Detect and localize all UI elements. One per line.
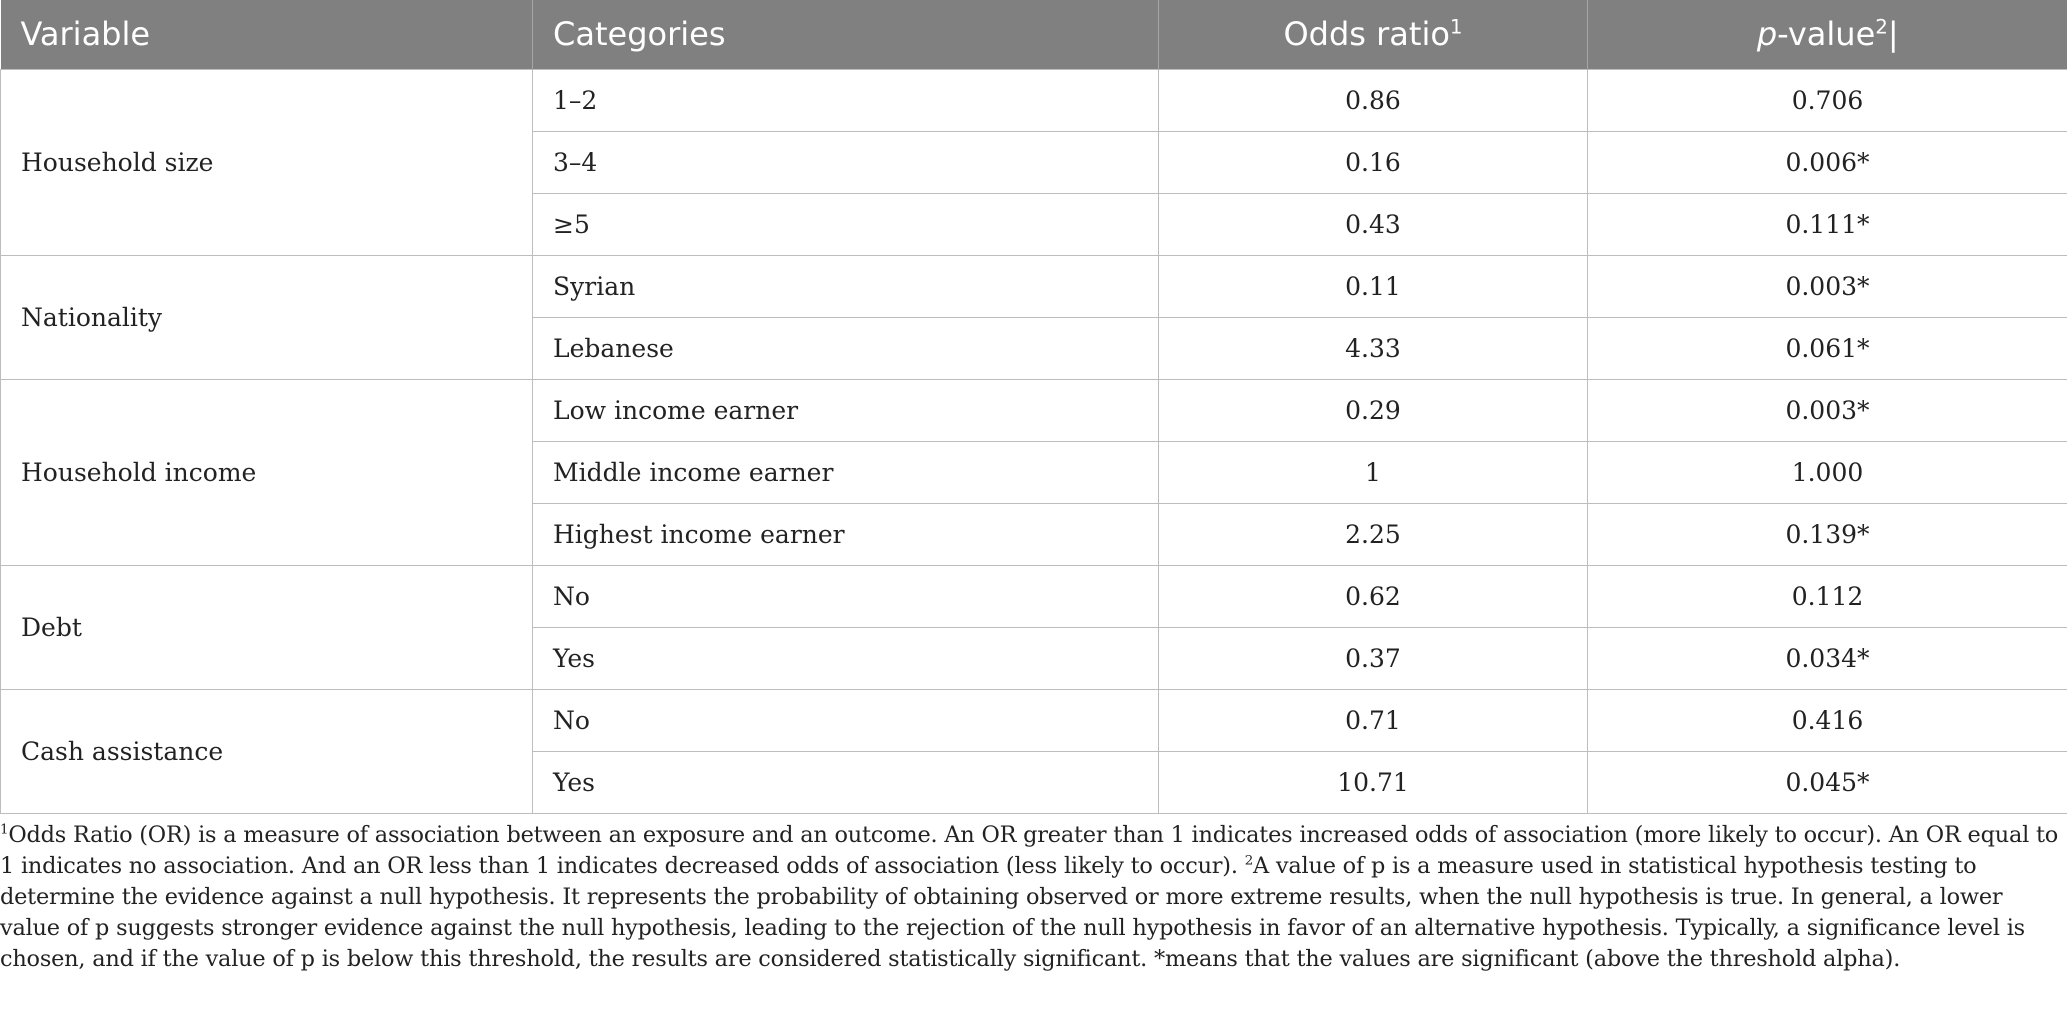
odds-ratio-cell: 0.16: [1159, 131, 1588, 193]
p-value-cell: 0.061*: [1588, 317, 2067, 379]
p-value-cell: 1.000: [1588, 441, 2067, 503]
category-cell: Syrian: [533, 255, 1159, 317]
p-value-cell: 0.006*: [1588, 131, 2067, 193]
odds-ratio-cell: 0.11: [1159, 255, 1588, 317]
odds-ratio-cell: 0.29: [1159, 379, 1588, 441]
p-value-cell: 0.139*: [1588, 503, 2067, 565]
variable-cell: Household income: [1, 379, 533, 565]
category-cell: No: [533, 689, 1159, 751]
header-odds-ratio-label: Odds ratio: [1283, 15, 1450, 54]
table-footnote: [0, 820, 2060, 975]
category-cell: Yes: [533, 627, 1159, 689]
p-value-cell: 0.034*: [1588, 627, 2067, 689]
header-categories: Categories: [533, 0, 1159, 69]
category-cell: Low income earner: [533, 379, 1159, 441]
p-value-cell: 0.003*: [1588, 379, 2067, 441]
p-value-cell: 0.706: [1588, 69, 2067, 131]
odds-ratio-cell: 0.71: [1159, 689, 1588, 751]
odds-ratio-cell: 1: [1159, 441, 1588, 503]
table-row: [1, 689, 2067, 751]
table-header: [1, 0, 2067, 69]
table-row: [1, 255, 2067, 317]
table-row: [1, 565, 2067, 627]
header-odds-ratio-footnote-marker: 1: [1449, 15, 1463, 39]
variable-cell: Household size: [1, 69, 533, 255]
variable-cell: Cash assistance: [1, 689, 533, 813]
header-odds-ratio: [1159, 0, 1588, 69]
category-cell: 1–2: [533, 69, 1159, 131]
footnote-text-2: A value of p is a measure used in statistical hypothesis testing to determine the evidence against a null hypothesis. It represents the probability of obtaining observed or more extreme results, when the null hypothesis is true. In general, a lower value of p suggests stronger evidence against the null hypothesis, leading to the rejection of the null hypothesis in favor of an alternative hypothesis. Typically, a significance level is chosen, and if the value of p is below this threshold, the results are considered statistically significant. *means that the values are significant (above the threshold alpha).: [0, 853, 2025, 972]
header-row: [1, 0, 2067, 69]
header-p-value-italic: p: [1756, 15, 1778, 54]
category-cell: No: [533, 565, 1159, 627]
footnote-text-1: Odds Ratio (OR) is a measure of association between an exposure and an outcome. An OR greater than 1 indicates increased odds of association (more likely to occur). An OR equal to 1 indicates no association. And an OR less than 1 indicates decreased odds of association (less likely to occur).: [0, 822, 2059, 879]
variable-cell: Debt: [1, 565, 533, 689]
p-value-cell: 0.416: [1588, 689, 2067, 751]
category-cell: ≥5: [533, 193, 1159, 255]
odds-ratio-cell: 10.71: [1159, 751, 1588, 813]
p-value-cell: 0.112: [1588, 565, 2067, 627]
odds-ratio-cell: 0.37: [1159, 627, 1588, 689]
table-row: [1, 69, 2067, 131]
header-p-value-label: -value: [1777, 15, 1876, 54]
odds-ratio-cell: 2.25: [1159, 503, 1588, 565]
p-value-cell: 0.045*: [1588, 751, 2067, 813]
variable-cell: Nationality: [1, 255, 533, 379]
footnote-marker-2: 2: [1244, 853, 1254, 869]
category-cell: Lebanese: [533, 317, 1159, 379]
header-p-value: [1588, 0, 2067, 69]
category-cell: 3–4: [533, 131, 1159, 193]
category-cell: Yes: [533, 751, 1159, 813]
table-row: [1, 379, 2067, 441]
header-p-value-trail: |: [1887, 15, 1899, 54]
p-value-cell: 0.111*: [1588, 193, 2067, 255]
odds-ratio-cell: 4.33: [1159, 317, 1588, 379]
odds-ratio-cell: 0.86: [1159, 69, 1588, 131]
p-value-cell: 0.003*: [1588, 255, 2067, 317]
category-cell: Middle income earner: [533, 441, 1159, 503]
category-cell: Highest income earner: [533, 503, 1159, 565]
table-body: [1, 69, 2067, 813]
footnote-marker-1: 1: [0, 822, 9, 838]
header-variable: Variable: [1, 0, 533, 69]
odds-ratio-cell: 0.43: [1159, 193, 1588, 255]
odds-ratio-cell: 0.62: [1159, 565, 1588, 627]
header-p-value-footnote-marker: 2: [1875, 15, 1888, 39]
